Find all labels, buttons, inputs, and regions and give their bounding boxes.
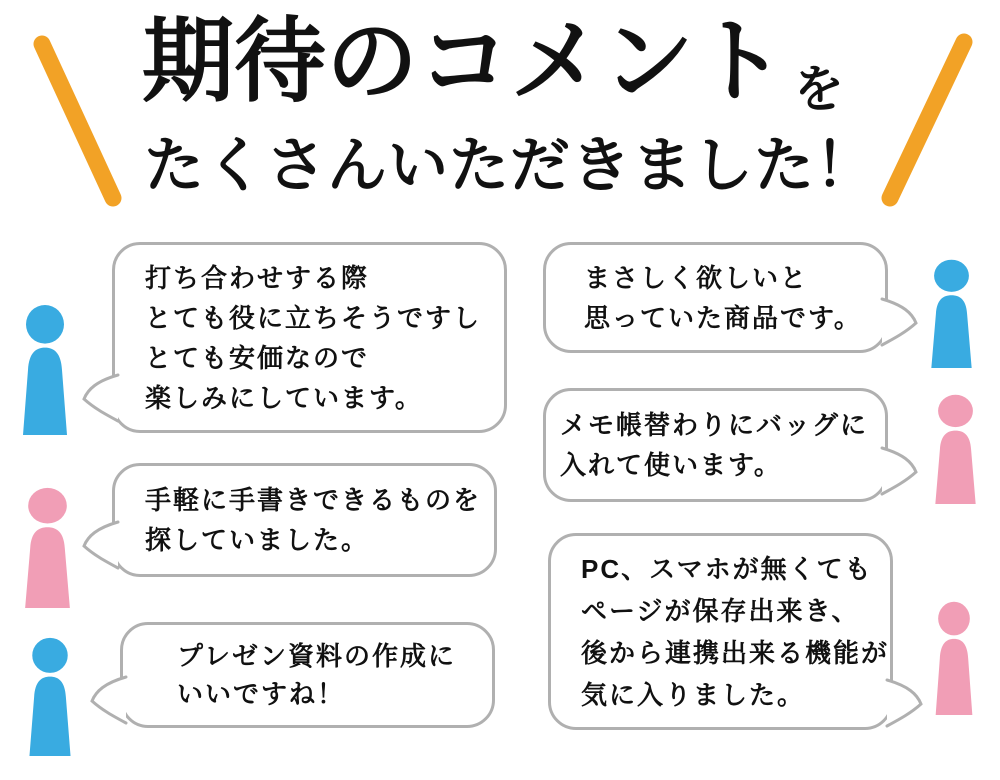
comment-line: 後から連携出来る機能が [581, 637, 890, 668]
bubble-tail-icon [885, 676, 925, 730]
comment-line: 気に入りました。 [581, 679, 806, 710]
title-main-text: 期待のコメント [142, 11, 787, 113]
comment-line: 探していました。 [145, 525, 370, 555]
comment-line: まさしく欲しいと [584, 262, 809, 293]
bubble-tail-icon [88, 673, 128, 727]
user-female-icon [929, 600, 979, 715]
user-female-icon [928, 393, 983, 504]
comment-line: 打ち合わせする際 [145, 262, 370, 293]
title-line2: たくさんいただきました！ [144, 132, 876, 199]
comment-line: メモ帳替わりにバッグに [560, 410, 869, 440]
comment-line: 入れて使います。 [560, 450, 782, 480]
bubble-tail-icon [880, 444, 920, 498]
bubble-tail-icon [80, 371, 120, 425]
comment-line: ページが保存出来き、 [581, 595, 860, 626]
right-accent-slash-icon [872, 28, 978, 212]
comment-line: PC、スマホが無くても [581, 553, 873, 584]
speech-bubble [543, 388, 888, 502]
speech-bubble [112, 242, 507, 433]
comment-line: 手軽に手書きできるものを [145, 485, 482, 515]
comment-line: 楽しみにしています。 [145, 382, 423, 413]
title-suffix-text: を [794, 61, 845, 117]
comment-line: プレゼン資料の作成に [177, 641, 456, 671]
left-accent-slash-icon [28, 30, 128, 212]
speech-bubble [548, 533, 893, 730]
speech-bubble [112, 463, 497, 577]
user-male-icon [924, 258, 979, 368]
user-male-icon [15, 303, 75, 435]
speech-bubble [120, 622, 495, 728]
comment-line: とても安価なので [145, 342, 370, 373]
user-male-icon [22, 636, 78, 756]
comment-line: 思っていた商品です。 [584, 302, 862, 333]
bubble-tail-icon [880, 295, 920, 349]
comment-line: いいですね！ [177, 679, 346, 709]
title-line1 [142, 11, 845, 117]
comment-line: とても役に立ちそうですし [145, 302, 482, 333]
bubble-tail-icon [80, 518, 120, 572]
speech-bubble [543, 242, 888, 353]
user-female-icon [17, 486, 78, 608]
